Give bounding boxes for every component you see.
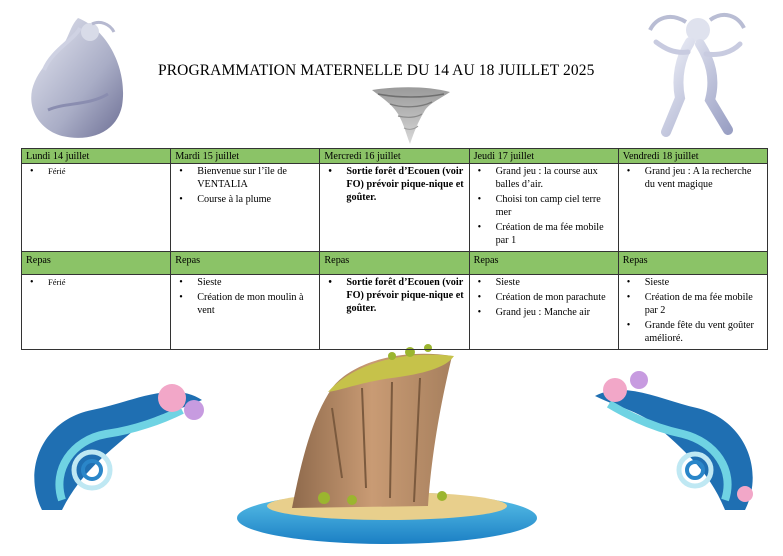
lunch-label: Repas bbox=[320, 252, 469, 275]
activity-item: • Sieste bbox=[175, 276, 315, 289]
morning-activities-row bbox=[22, 164, 768, 252]
activity-item: • Création de mon moulin à vent bbox=[175, 291, 315, 317]
day-header: Lundi 14 juillet bbox=[22, 149, 171, 164]
schedule-table bbox=[21, 148, 768, 350]
afternoon-cell[interactable] bbox=[171, 275, 320, 350]
morning-cell bbox=[618, 164, 767, 252]
activity-list bbox=[26, 276, 166, 289]
air-fairy-illustration bbox=[640, 8, 750, 138]
activity-list bbox=[474, 165, 614, 247]
activity-item: • Choisi ton camp ciel terre mer bbox=[474, 193, 614, 219]
activity-item: • Grande fête du vent goûter amélioré. bbox=[623, 319, 763, 345]
wave-swirl-illustration bbox=[585, 360, 765, 520]
activity-list bbox=[175, 165, 315, 206]
lunch-row bbox=[22, 252, 768, 275]
activity-item: • Férié bbox=[26, 165, 166, 178]
lunch-label: Repas bbox=[171, 252, 320, 275]
wave-swirl-illustration bbox=[22, 370, 212, 520]
day-header: Jeudi 17 juillet bbox=[469, 149, 618, 164]
wind-spirit-illustration bbox=[18, 10, 138, 145]
activity-item: • Sortie forêt d’Ecouen (voir FO) prévoir pique-nique et goûter. bbox=[324, 276, 464, 315]
activity-list bbox=[175, 276, 315, 317]
island-cliff-illustration bbox=[232, 338, 542, 550]
lunch-label: Repas bbox=[469, 252, 618, 275]
activity-item: • Grand jeu : la course aux balles d’air. bbox=[474, 165, 614, 191]
activity-list bbox=[324, 276, 464, 315]
morning-cell bbox=[320, 164, 469, 252]
morning-cell bbox=[22, 164, 171, 252]
page-title: PROGRAMMATION MATERNELLE DU 14 AU 18 JUILLET 2025 bbox=[158, 62, 595, 79]
morning-cell bbox=[171, 164, 320, 252]
activity-item: • Sortie forêt d’Ecouen (voir FO) prévoir pique-nique et goûter. bbox=[324, 165, 464, 204]
afternoon-cell bbox=[469, 275, 618, 350]
day-header-row bbox=[22, 149, 768, 164]
activity-item: • Grand jeu : Manche air bbox=[474, 306, 614, 319]
day-header: Vendredi 18 juillet bbox=[618, 149, 767, 164]
activity-list bbox=[324, 165, 464, 204]
day-header: Mardi 15 juillet bbox=[171, 149, 320, 164]
day-header: Mercredi 16 juillet bbox=[320, 149, 469, 164]
tornado-illustration bbox=[368, 86, 454, 148]
activity-list bbox=[26, 165, 166, 178]
afternoon-cell bbox=[618, 275, 767, 350]
afternoon-cell bbox=[22, 275, 171, 350]
activity-item: • Création de mon parachute bbox=[474, 291, 614, 304]
lunch-label: Repas bbox=[618, 252, 767, 275]
lunch-label: Repas bbox=[22, 252, 171, 275]
morning-cell bbox=[469, 164, 618, 252]
activity-list bbox=[623, 165, 763, 191]
activity-item: • Création de ma fée mobile par 1 bbox=[474, 221, 614, 247]
activity-list bbox=[474, 276, 614, 319]
activity-item: • Sieste bbox=[623, 276, 763, 289]
activity-item: • Bienvenue sur l’île de VENTALIA bbox=[175, 165, 315, 191]
activity-item: • Course à la plume bbox=[175, 193, 315, 206]
afternoon-activities-row bbox=[22, 275, 768, 350]
activity-item: • Grand jeu : A la recherche du vent magique bbox=[623, 165, 763, 191]
activity-item: • Férié bbox=[26, 276, 166, 289]
activity-item: • Sieste bbox=[474, 276, 614, 289]
afternoon-cell bbox=[320, 275, 469, 350]
activity-item: • Création de ma fée mobile par 2 bbox=[623, 291, 763, 317]
activity-list bbox=[623, 276, 763, 345]
